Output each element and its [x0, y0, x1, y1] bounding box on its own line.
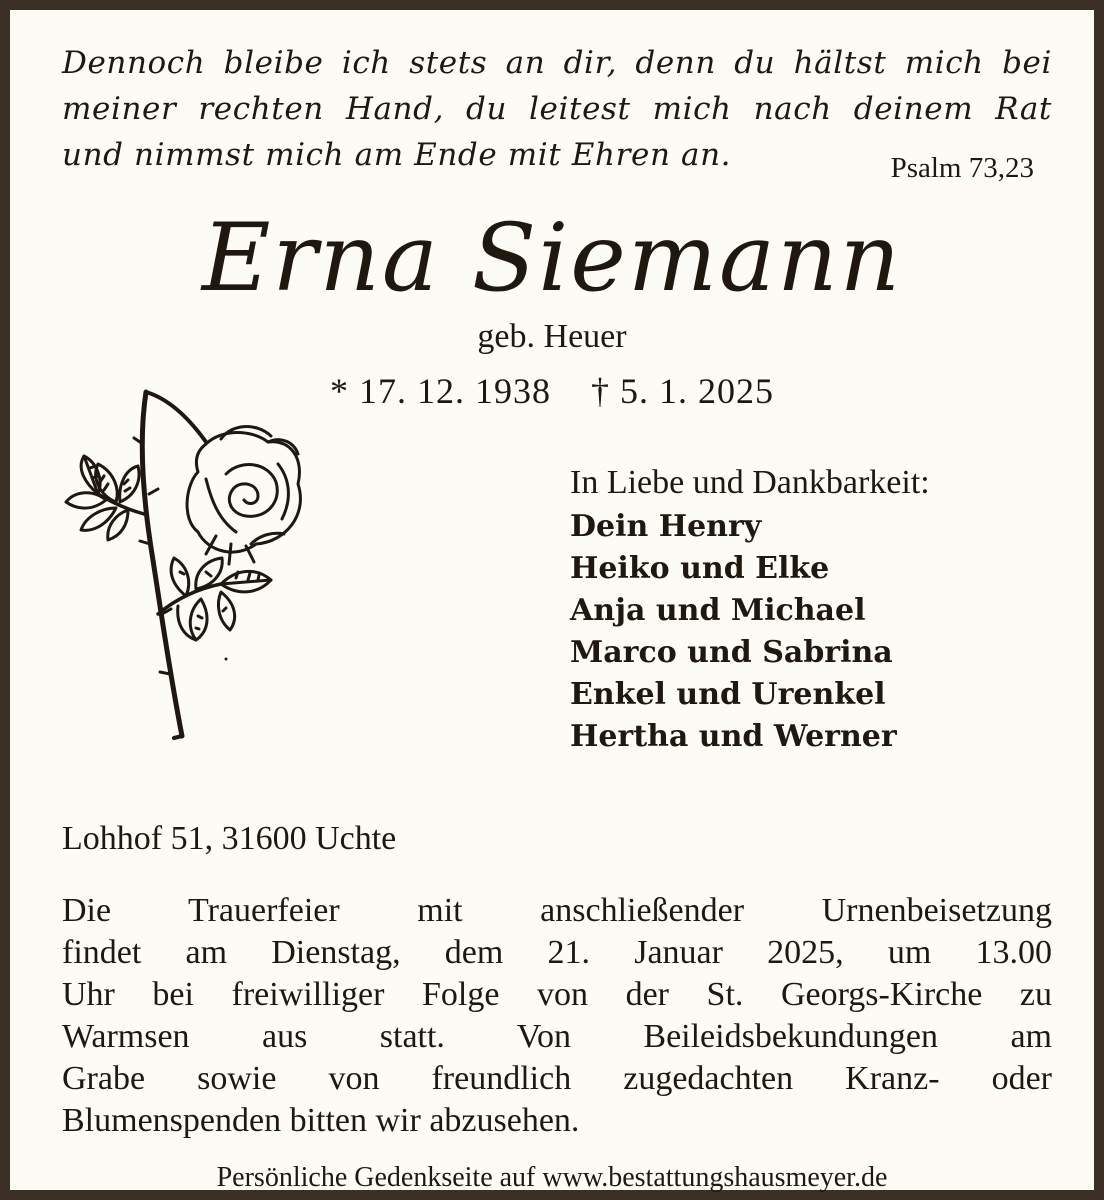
ceremony-notice: [62, 890, 1052, 1142]
mourner-list: [570, 506, 897, 758]
maiden-name: geb. Heuer: [477, 318, 627, 355]
list-item: Enkel und Urenkel: [570, 677, 886, 712]
verse-line: meiner rechten Hand, du leitest mich nach deinem Rat: [62, 91, 1052, 127]
list-item: Dein Henry: [570, 509, 762, 544]
verse-line: Dennoch bleibe ich stets an dir, denn du hältst mich bei: [62, 45, 1052, 81]
thanks-intro: In Liebe und Dankbarkeit:: [570, 464, 930, 501]
list-item: Heiko und Elke: [570, 551, 830, 586]
notice-line: Grabe sowie von freundlich zugedachten Kranz- oder: [62, 1060, 1052, 1097]
list-item: Hertha und Werner: [570, 719, 897, 754]
notice-line: Blumenspenden bitten wir abzusehen.: [62, 1102, 580, 1139]
rose-icon: [46, 384, 306, 744]
notice-line: Die Trauerfeier mit anschließender Urnenbeisetzung: [62, 892, 1052, 929]
address: Lohhof 51, 31600 Uchte: [62, 820, 397, 857]
life-dates: * 17. 12. 1938 † 5. 1. 2025: [330, 371, 774, 411]
notice-line: findet am Dienstag, dem 21. Januar 2025, um 13.00: [62, 934, 1052, 971]
deceased-name: Erna Siemann: [201, 204, 903, 313]
verse-source: Psalm 73,23: [890, 152, 1034, 184]
list-item: Anja und Michael: [570, 593, 866, 628]
memorial-page-link[interactable]: Persönliche Gedenkseite auf www.bestattungshausmeyer.de: [216, 1162, 888, 1193]
list-item: Marco und Sabrina: [570, 635, 893, 670]
notice-line: Uhr bei freiwilliger Folge von der St. Georgs-Kirche zu: [62, 976, 1052, 1013]
notice-line: Warmsen aus statt. Von Beileidsbekundungen am: [62, 1018, 1052, 1055]
verse-line: und nimmst mich am Ende mit Ehren an.: [62, 137, 732, 173]
